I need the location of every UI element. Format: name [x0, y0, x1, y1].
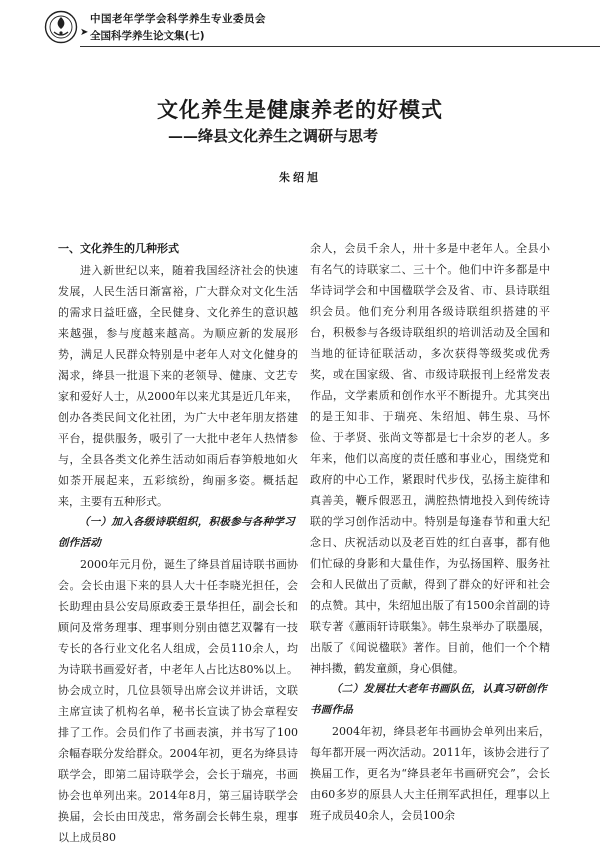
header-society-name: 中国老年学学会科学养生专业委员会 — [90, 13, 266, 25]
right-column — [310, 238, 550, 826]
header-arrow-icon: ➤ — [80, 27, 89, 38]
article-title: 文化养生是健康养老的好模式 — [157, 97, 443, 122]
body-paragraph: 2000年元月份，诞生了绛县首届诗联书画协会。会长由退下来的县人大十任李晓光担任，会长助理由县公安局原政委王景华担任，副会长和顾问及常务理事、理事则分别由德艺双馨有一技专长的各行业文化名人组成，会员110余人，均为诗联书画爱好者，中老年人占比达80%以上。协会成立时，几位县领导出席会议并讲话，文联主席宣读了机构名单，秘书长宣读了协会章程安排了工作。会员们作了书画表演，并书写了100余幅春联分发给群众。2004年初，更名为绛县诗联学会，即第二届诗联学会，会长于瑞亮，书画协会也单列出来。2014年8月，第三届诗联学会换届，会长由田茂忠，常务副会长韩生泉，理事以上成员80 — [58, 558, 298, 844]
subsection-heading: （一）加入各级诗联组织，积极参与各种学习创作活动 — [58, 516, 295, 549]
body-paragraph: 2004年初，绛县老年书画协会单列出来后，每年都开展一两次活动。2011年，该协会进行了换届工作，更名为“绛县老年书画研究会”，会长由60多岁的原县人大主任荆军武担任，理事以上班子成员40余人，会员100余 — [310, 725, 550, 822]
section-heading: 一、文化养生的几种形式 — [58, 242, 179, 255]
header-collection-name: 全国科学养生论文集(七) — [90, 30, 205, 42]
body-paragraph: 余人，会员千余人，卅十多是中老年人。全县小有名气的诗联家二、三十个。他们中许多都是中华诗词学会和中国楹联学会及省、市、县诗联组织会员。他们充分利用各级诗联组织搭建的平台，积极参与各级诗联组织的培训活动及全国和当地的征诗征联活动，多次获得等级奖或优秀奖，或在国家级、省、市级诗联报刊上经常发表作品，文学素质和创作水平不断提升。尤其突出的是王知非、于瑞亮、朱绍旭、韩生泉、马怀俭、于孝贤、张尚文等都是七十余岁的老人。多年来，他们以高度的责任感和事业心，围绕党和政府的中心工作，紧跟时代步伐，弘扬主旋律和真善美，鞭斥假恶丑，满腔热情地投入到传统诗联的学习创作活动中。特别是每逢春节和重大纪念日、庆祝活动以及老百姓的红白喜事，都有他们忙碌的身影和大量佳作，为弘扬国粹、服务社会和人民做出了贡献，得到了群众的好评和社会的点赞。其中，朱绍旭出版了有1500余首副的诗联专著《蕙雨轩诗联集》。韩生泉举办了联墨展，出版了《闻说楹联》著作。目前，他们一个个精神抖擞，鹤发童颜，身心俱健。 — [310, 242, 550, 675]
subsection-heading: （二）发展壮大老年书画队伍，认真习研创作书画作品 — [310, 683, 547, 716]
article-author: 朱绍旭 — [279, 171, 321, 184]
header-rule — [80, 46, 600, 47]
body-paragraph: 进入新世纪以来，随着我国经济社会的快速发展，人民生活日渐富裕，广大群众对文化生活的需求日益旺盛，全民健身、文化养生的意识越来越强，参与度越来越高。为顺应新的发展形势，满足人民群众特别是中老年人对文化健身的渴求，绛县一批退下来的老领导、健康、文艺专家和爱好人士，从2000年以来尤其是近几年来，创办各类民间文化社团，为广大中老年朋友搭建平台，提供服务，吸引了一大批中老年人热情参与，全县各类文化养生活动如雨后春笋般地如火如荼开展起来，五彩缤纷，绚丽多姿。概括起来，主要有五种形式。 — [58, 264, 298, 508]
society-emblem-icon — [44, 10, 78, 44]
left-column — [58, 238, 298, 848]
article-subtitle: ——绛县文化养生之调研与思考 — [168, 127, 379, 145]
running-header — [40, 6, 560, 50]
